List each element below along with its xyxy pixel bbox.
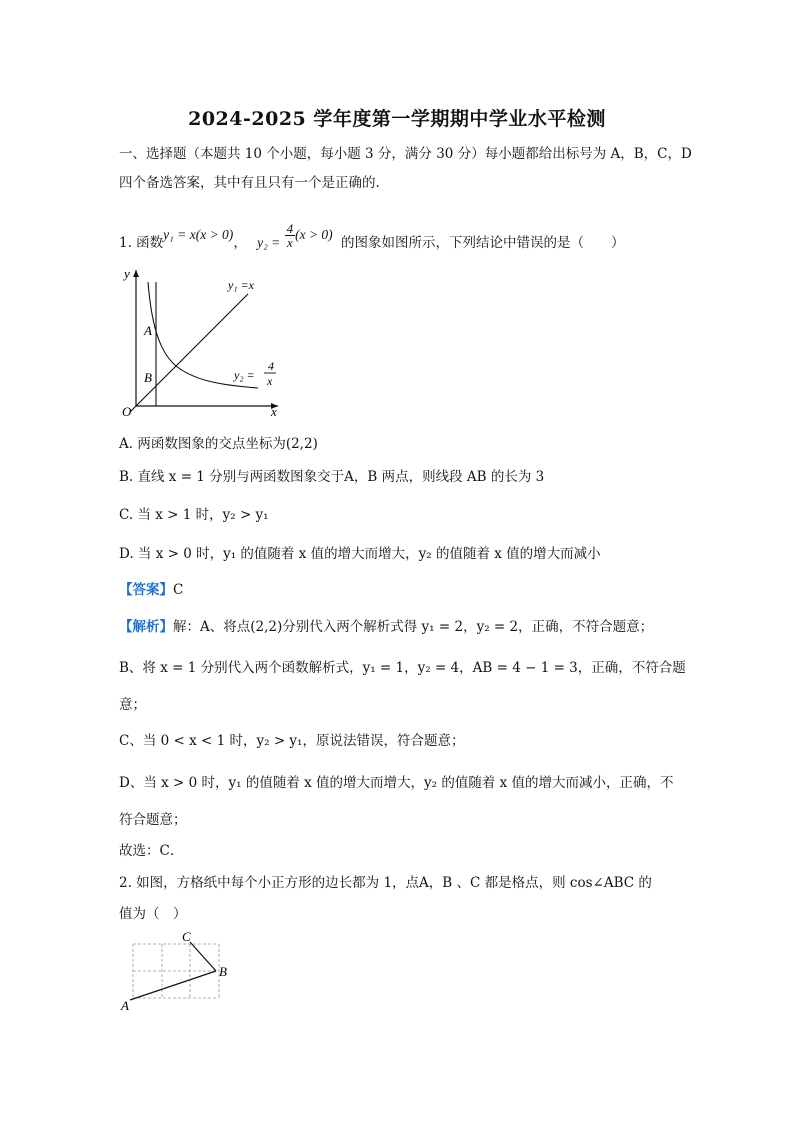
question-1-function-graph [118, 262, 288, 420]
analysis-text-1: 解：A、将点(2,2)分别代入两个解析式得 y₁ = 2，y₂ = 2，正确，不符合题意； [173, 619, 654, 635]
question-1-function-1: y₁ = x(x > 0) [163, 227, 234, 242]
option-d: D. 当 x > 0 时，y₁ 的值随着 x 值的增大而增大，y₂ 的值随着 x 值的增大而减小 [119, 546, 601, 562]
analysis-line-6: 符合题意； [119, 812, 187, 828]
answer-label: 【答案】 [119, 582, 173, 598]
question-2-stem-line-1: 2. 如图，方格纸中每个小正方形的边长都为 1，点A，B 、C 都是格点，则 cos∠ABC 的 [119, 875, 652, 891]
section-instructions-line-2: 四个备选答案，其中有且只有一个是正确的. [119, 175, 380, 191]
answer-value: C [173, 582, 184, 598]
y-axis-arrow-icon [133, 270, 139, 277]
segment-cb [190, 942, 216, 971]
analysis-line-4: C、当 0 < x < 1 时，y₂ > y₁，原说法错误，符合题意； [119, 733, 465, 749]
question-1-suffix: 的图象如图所示，下列结论中错误的是（ ） [340, 235, 625, 251]
option-b: B. 直线 x = 1 分别与两函数图象交于A，B 两点，则线段 AB 的长为 3 [119, 469, 545, 485]
point-b-label: B [144, 370, 152, 385]
axis-x-label: x [271, 404, 277, 419]
label-y2-denominator: x [267, 374, 273, 388]
analysis-line-5: D、当 x > 0 时，y₁ 的值随着 x 值的增大而增大，y₂ 的值随着 x 值的增大而减小，正确，不 [119, 775, 674, 791]
question-1-function-2-lhs: y₂ = [257, 235, 281, 250]
label-y2-numerator: 4 [268, 359, 274, 373]
answer-line [119, 580, 183, 600]
question-1-function-2-fraction [285, 222, 296, 249]
analysis-line-1 [119, 617, 653, 637]
line-y1 [130, 294, 248, 412]
question-1-function-2-condition: (x > 0) [295, 227, 333, 242]
analysis-line-3: 意； [119, 697, 146, 713]
analysis-line-7: 故选：C． [119, 843, 184, 859]
label-y1: y₁ =x [228, 278, 254, 292]
question-1-stem [119, 221, 625, 258]
option-c: C. 当 x > 1 时，y₂ > y₁ [119, 507, 269, 523]
point-a-label: A [144, 323, 152, 338]
point-a-label: A [121, 998, 129, 1013]
point-b-label: B [219, 964, 227, 979]
analysis-label: 【解析】 [119, 619, 173, 635]
question-2-stem-line-2: 值为（ ） [119, 906, 187, 922]
axis-y-label: y [124, 266, 130, 281]
grid-lines [133, 944, 219, 998]
origin-label: O [122, 404, 132, 419]
question-1-separator: ， [233, 235, 247, 251]
fraction-denominator: x [286, 235, 293, 250]
point-c-label: C [182, 929, 191, 944]
question-2-grid-figure [118, 928, 248, 1014]
section-instructions-line-1: 一、选择题（本题共 10 个小题，每小题 3 分，满分 30 分）每小题都给出标号为 A，B，C，D [119, 146, 692, 162]
question-1-prefix: 1. 函数 [119, 235, 164, 251]
segment-ab [130, 971, 216, 1000]
page-title: 2024-2025 学年度第一学期期中学业水平检测 [188, 108, 606, 130]
analysis-line-2: B、将 x = 1 分别代入两个函数解析式，y₁ = 1，y₂ = 4，AB = 4 − 1 = 3，正确，不符合题 [119, 660, 686, 676]
fraction-numerator: 4 [286, 221, 294, 236]
label-y2-lhs: y₂ = [234, 368, 255, 382]
option-a: A. 两函数图象的交点坐标为(2,2) [119, 436, 318, 452]
